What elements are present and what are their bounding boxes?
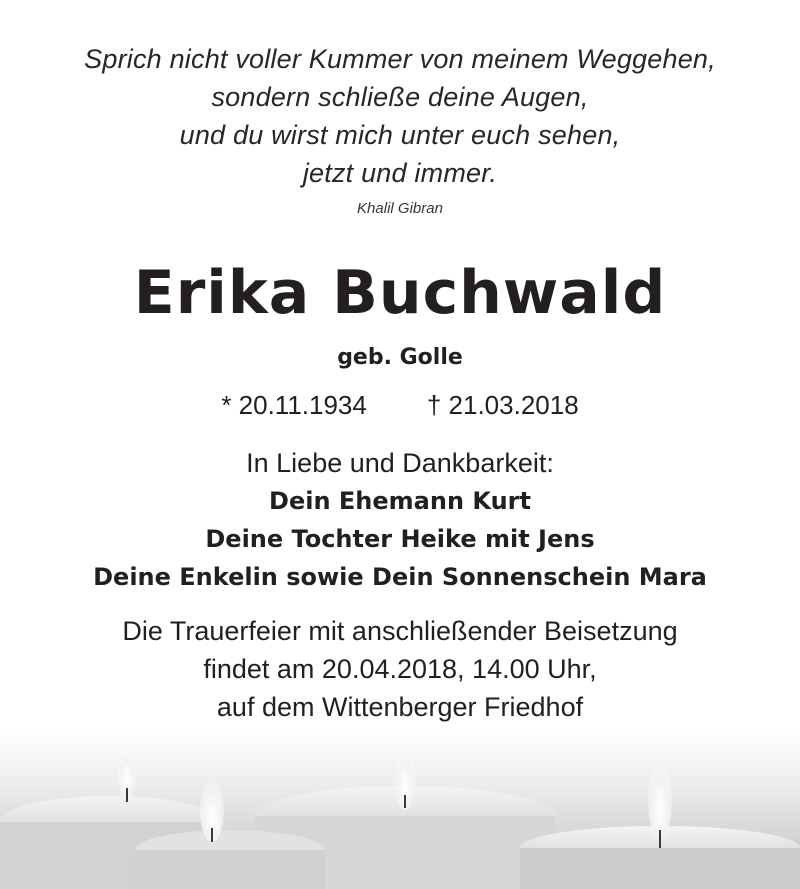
funeral-line-1: Die Trauerfeier mit anschließender Beisetzung [122,616,678,646]
poem-author: Khalil Gibran [357,200,443,217]
deceased-name: Erika Buchwald [133,258,667,328]
poem-line-2: sondern schließe deine Augen, [211,82,589,112]
poem-line-4: jetzt und immer. [302,158,498,188]
funeral-line-3: auf dem Wittenberger Friedhof [216,692,584,722]
mourner-line-1: Dein Ehemann Kurt [269,487,531,515]
mourners-intro: In Liebe und Dankbarkeit: [246,448,554,478]
candles-image [0,730,800,889]
maiden-name: geb. Golle [337,345,463,370]
poem-line-1: Sprich nicht voller Kummer von meinem Weggehen, [84,44,716,74]
poem-line-3: und du wirst mich unter euch sehen, [179,120,621,150]
mourner-line-3: Deine Enkelin sowie Dein Sonnenschein Mara [93,563,707,591]
mourner-line-2: Deine Tochter Heike mit Jens [205,525,595,553]
birth-date: * 20.11.1934 [221,390,367,420]
life-dates [0,390,800,421]
death-date: † 21.03.2018 [426,390,579,420]
flame-4 [648,760,672,840]
funeral-line-2: findet am 20.04.2018, 14.00 Uhr, [203,654,597,684]
